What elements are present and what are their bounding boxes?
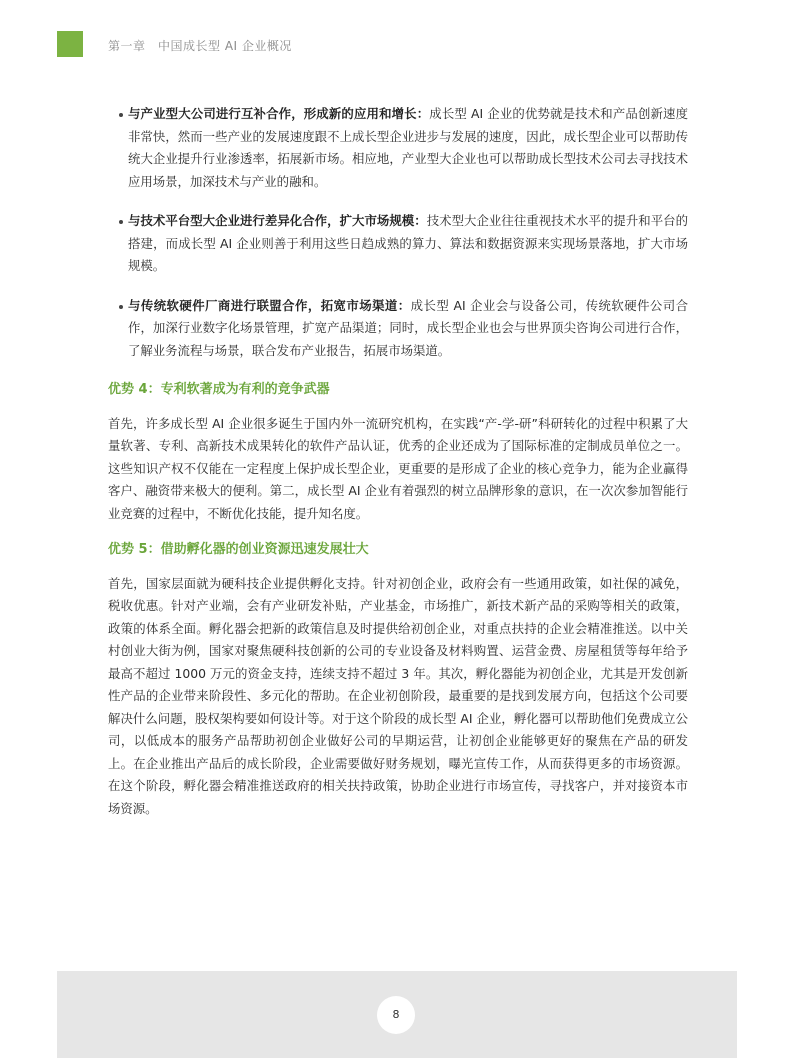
bullet-item (108, 103, 688, 193)
section-paragraph: 首先，许多成长型 AI 企业很多诞生于国内外一流研究机构，在实践“产-学-研”科研转化的过程中积累了大量软著、专利、高新技术成果转化的软件产品认证，优秀的企业还成为了国际标准的定制成员单位之一。这些知识产权不仅能在一定程度上保护成长型企业，更重要的是形成了企业的核心竞争力，能为企业赢得客户、融资带来极大的便利。第二，成长型 AI 企业有着强烈的树立品牌形象的意识，在一次次参加智能行业竞赛的过程中，不断优化技能，提升知名度。 (108, 415, 688, 521)
bullet-dot-icon (119, 305, 123, 309)
bullet-text: 成长型 AI 企业会与设备公司，传统软硬件公司合作，加深行业数字化场景管理，扩宽产品渠道；同时，成长型企业也会与世界顶尖咨询公司进行合作，了解业务流程与场景，联合发布产业报告，拓展市场渠道。 (128, 297, 689, 358)
chapter-color-marker (57, 31, 83, 57)
bullet-text: 技术型大企业往往重视技术水平的提升和平台的搭建，而成长型 AI 企业则善于利用这些日趋成熟的算力、算法和数据资源来实现场景落地，扩大市场规模。 (128, 213, 689, 273)
section-heading: 优势 5：借助孵化器的创业资源迅速发展壮大 (108, 542, 369, 557)
page-number: 8 (377, 996, 415, 1034)
bullet-text: 成长型 AI 企业的优势就是技术和产品创新速度非常快，然而一些产业的发展速度跟不上成长型企业进步与发展的速度，因此，成长型企业可以帮助传统大企业提升行业渗透率，拓展新市场。相应地，产业型大企业也可以帮助成长型技术公司去寻找技术应用场景，加深技术与产业的融和。 (128, 106, 688, 189)
bullet-lead: 与传统软硬件厂商进行联盟合作，拓宽市场渠道： (128, 297, 411, 313)
bullet-dot-icon (119, 113, 123, 117)
section-paragraph: 首先，国家层面就为硬科技企业提供孵化支持。针对初创企业，政府会有一些通用政策，如社保的减免，税收优惠。针对产业端，会有产业研发补贴，产业基金，市场推广，新技术新产品的采购等相关的政策，政策的体系全面。孵化器会把新的政策信息及时提供给初创企业，对重点扶持的企业会精准推送。以中关村创业大街为例，国家对聚焦硬科技创新的公司的专业设备及材料购置、运营金费、房屋租赁等每年给予最高不超过 1000 万元的资金支持，连续支持不超过 3 年。其次，孵化器能为初创企业，尤其是开发创新性产品的企业带来阶段性、多元化的帮助。在企业初创阶段，最重要的是找到发展方向，包括这个公司要解决什么问题，股权架构要如何设计等。对于这个阶段的成长型 AI 企业，孵化器可以帮助他们免费成立公司，以低成本的服务产品帮助初创企业做好公司的早期运营，让初创企业能够更好的聚焦在产品的研发上。在企业推出产品后的成长阶段，企业需要做好财务规划，曝光宣传工作，从而获得更多的市场资源。在这个阶段，孵化器会精准推送政府的相关扶持政策，协助企业进行市场宣传，寻找客户，并对接资本市场资源。 (108, 575, 688, 816)
bullet-lead: 与技术平台型大企业进行差异化合作，扩大市场规模： (128, 213, 427, 228)
section-heading: 优势 4：专利软著成为有利的竞争武器 (108, 382, 330, 397)
page-content (108, 103, 688, 834)
running-header: 第一章 中国成长型 AI 企业概况 (108, 39, 292, 53)
bullet-item (108, 295, 688, 363)
bullet-item (108, 210, 688, 278)
bullet-lead: 与产业型大公司进行互补合作，形成新的应用和增长： (128, 106, 430, 121)
bullet-dot-icon (119, 220, 123, 224)
